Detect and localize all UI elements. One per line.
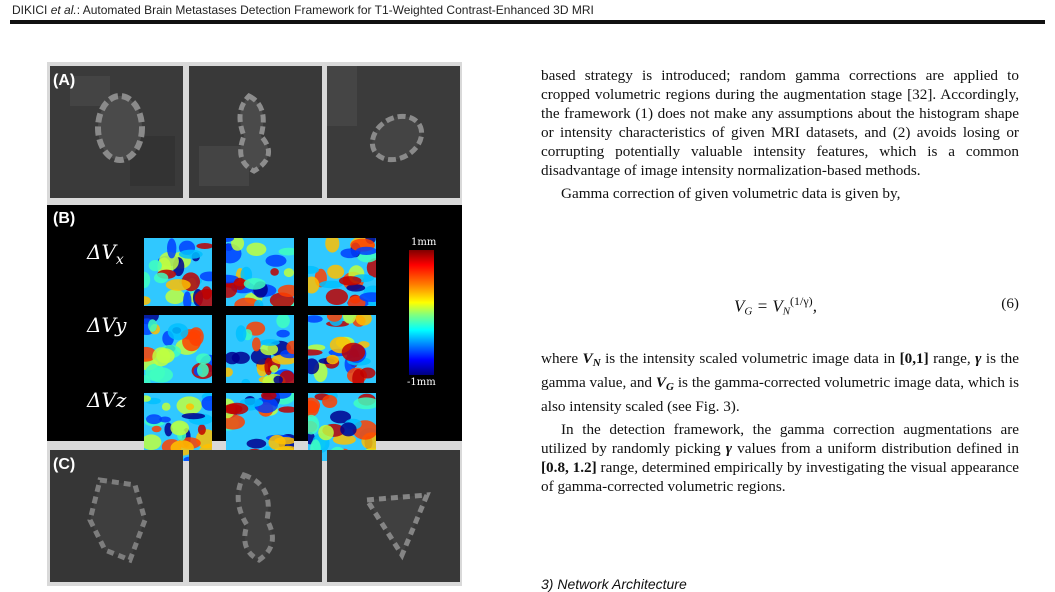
var-gamma: γ <box>975 350 982 367</box>
colorbar-max-label: 1mm <box>411 237 437 248</box>
panel-a <box>47 62 462 202</box>
range-0p8-1p2: [0.8, 1.2] <box>541 459 597 476</box>
header-etal: et al. <box>50 3 77 17</box>
panel-c <box>47 446 462 586</box>
figure-3 <box>47 62 462 586</box>
row-label-dvx: $\Delta V_x$ <box>87 240 124 268</box>
section-heading: 3) Network Architecture <box>541 576 687 592</box>
panel-c-label: (C) <box>53 456 76 473</box>
equation-number: (6) <box>1001 295 1019 312</box>
mri-crop-a3 <box>327 66 460 198</box>
mri-crop-c3 <box>327 450 460 582</box>
para-2-text: Gamma correction of given volumetric data is given by, <box>561 185 901 202</box>
para-3b: is the intensity scaled volumetric image data in <box>600 350 900 367</box>
range-0-1: [0,1] <box>899 350 929 367</box>
panel-a-label: (A) <box>53 72 76 89</box>
body-paragraph-3 <box>541 349 1019 496</box>
row-label-dvy: ΔVy <box>87 313 127 337</box>
para-4c: range, determined empirically by investigating the visual appearance of gamma-corrected volumetric regions. <box>541 459 1019 495</box>
row-label-dvz: ΔVz <box>87 388 127 412</box>
para-4a: In the detection framework, the gamma correction augmentations are utilized by randomly picking <box>541 421 1019 457</box>
para-3e: is the gamma-corrected volumetric image data, which is also intensity scaled (see Fig. 3). <box>541 374 1019 415</box>
mri-crop-a2 <box>189 66 322 198</box>
displacement-tile-5 <box>226 315 294 383</box>
body-paragraph-1 <box>541 66 1019 203</box>
var-vn: $V_N$ <box>582 350 601 369</box>
header-author: DIKICI <box>12 3 48 17</box>
displacement-tile-4 <box>144 315 212 383</box>
para-4b: values from a uniform distribution defined in <box>732 440 1019 457</box>
header-rule <box>10 20 1045 24</box>
equation-6 <box>541 294 1019 318</box>
running-header <box>12 3 594 17</box>
displacement-tile-1 <box>144 238 212 306</box>
var-vg: $V_G$ <box>655 374 674 393</box>
panel-b <box>47 205 462 441</box>
displacement-tile-3 <box>308 238 376 306</box>
mri-crop-c2 <box>189 450 322 582</box>
displacement-tile-2 <box>226 238 294 306</box>
para-1-text: based strategy is introduced; random gamma corrections are applied to cropped volumetric regions during the augmentation stage [32]. Accordingly, the framework (1) does not make any assumptions about the histogram shape or intensity characteristics of given MRI datasets, and (2) avoids losing or corrupting potentially valuable intensity features, which is a common disadvantage of image intensity normalization-based methods. <box>541 67 1019 179</box>
para-3a: where <box>541 350 583 367</box>
colorbar <box>409 250 434 375</box>
displacement-tile-6 <box>308 315 376 383</box>
header-title: : Automated Brain Metastases Detection Framework for T1-Weighted Contrast-Enhanced 3D MRI <box>76 3 594 17</box>
equation-formula: $V_G = V_N^{(1/\gamma)}$, <box>734 294 817 318</box>
panel-b-label: (B) <box>53 210 76 227</box>
var-gamma-2: γ <box>725 440 733 457</box>
para-3d: is the gamma value, and <box>541 350 1020 391</box>
colorbar-min-label: -1mm <box>407 377 436 388</box>
para-3c: range, <box>928 350 976 367</box>
